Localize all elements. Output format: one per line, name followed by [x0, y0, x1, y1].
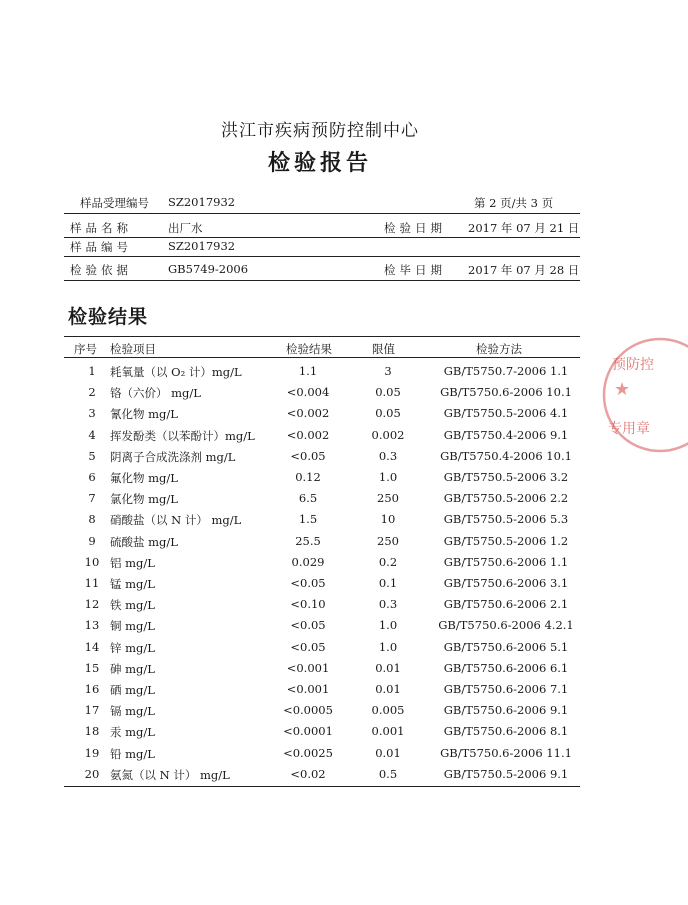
- row-limit: 0.3: [378, 448, 398, 463]
- finish-date-label: 检毕日期: [384, 263, 446, 277]
- table-rule-bottom: [64, 786, 580, 787]
- table-row: [64, 743, 580, 764]
- header-rule-top: [64, 213, 580, 214]
- finish-date-value: 2017 年 07 月 28 日: [468, 263, 580, 277]
- row-number: 7: [88, 491, 96, 506]
- sample-name-value: 出厂水: [168, 221, 203, 235]
- table-row: [64, 509, 580, 530]
- row-limit: 0.01: [375, 745, 401, 760]
- row-limit: 250: [377, 491, 399, 506]
- row-item: 锌 mg/L: [110, 640, 155, 655]
- row-limit: 250: [377, 533, 399, 548]
- row-item: 铬（六价） mg/L: [110, 386, 201, 401]
- row-number: 11: [84, 576, 100, 590]
- row-result: <0.0025: [283, 745, 333, 760]
- row-result: 0.029: [291, 554, 325, 569]
- results-section-title: 检验结果: [68, 306, 149, 328]
- row-result: 1.5: [298, 512, 318, 527]
- row-result: <0.10: [290, 597, 326, 612]
- table-row: [64, 467, 580, 488]
- col-header-method: 检验方法: [476, 342, 522, 356]
- row-result: <0.02: [290, 766, 326, 781]
- row-item: 氨氮（以 N 计） mg/L: [110, 767, 230, 782]
- row-method: GB/T5750.6-2006 8.1: [443, 724, 569, 739]
- official-seal: [598, 335, 688, 455]
- row-limit: 0.3: [378, 597, 398, 612]
- row-limit: 1.0: [378, 470, 398, 484]
- row-limit: 0.05: [375, 406, 401, 421]
- report-title: 检验报告: [267, 150, 372, 176]
- table-row: [64, 615, 580, 636]
- row-limit: 1.0: [378, 618, 398, 633]
- row-number: 5: [88, 448, 96, 463]
- row-number: 8: [88, 512, 96, 527]
- row-item: 铅 mg/L: [110, 746, 155, 761]
- table-row: [64, 425, 580, 446]
- row-method: GB/T5750.6-2006 4.2.1: [438, 618, 574, 633]
- row-number: 13: [84, 618, 100, 633]
- row-number: 19: [84, 745, 100, 760]
- row-number: 16: [84, 682, 100, 696]
- svg-text:专用章: 专用章: [608, 421, 650, 437]
- row-method: GB/T5750.6-2006 11.1: [440, 745, 572, 760]
- table-row: [64, 637, 580, 658]
- row-method: GB/T5750.7-2006 1.1: [443, 364, 569, 378]
- row-result: 25.5: [295, 533, 321, 548]
- test-date-label: 检验日期: [384, 221, 446, 235]
- basis-label: 检验依据: [70, 263, 132, 277]
- row-limit: 0.05: [375, 385, 401, 400]
- row-result: <0.05: [290, 448, 326, 463]
- row-result: 6.5: [298, 491, 318, 506]
- row-result: <0.0001: [283, 724, 333, 739]
- svg-text:★: ★: [614, 379, 631, 400]
- row-number: 3: [88, 406, 96, 421]
- row-limit: 0.002: [371, 427, 405, 442]
- row-item: 氰化物 mg/L: [110, 407, 178, 422]
- row-item: 镉 mg/L: [110, 704, 155, 719]
- receipt-no-value: SZ2017932: [168, 195, 236, 209]
- table-row: [64, 679, 580, 700]
- row-item: 阴离子合成洗涤剂 mg/L: [110, 449, 236, 464]
- col-header-item: 检验项目: [110, 342, 156, 356]
- row-number: 18: [84, 724, 100, 739]
- table-row: [64, 552, 580, 573]
- row-method: GB/T5750.6-2006 7.1: [443, 682, 569, 696]
- row-item: 铁 mg/L: [110, 598, 155, 613]
- row-limit: 0.01: [375, 660, 401, 675]
- row-limit: 0.01: [375, 682, 401, 696]
- table-row: [64, 721, 580, 742]
- table-row: [64, 764, 580, 785]
- row-method: GB/T5750.6-2006 6.1: [443, 660, 569, 675]
- row-item: 氟化物 mg/L: [110, 471, 178, 485]
- table-row: [64, 700, 580, 721]
- row-limit: 3: [384, 364, 392, 378]
- row-method: GB/T5750.6-2006 2.1: [443, 597, 569, 612]
- row-method: GB/T5750.4-2006 9.1: [443, 427, 569, 442]
- row-result: <0.004: [286, 385, 330, 400]
- row-item: 砷 mg/L: [110, 661, 155, 676]
- row-item: 汞 mg/L: [110, 725, 155, 740]
- table-row: [64, 382, 580, 403]
- row-result: <0.001: [286, 682, 330, 696]
- row-method: GB/T5750.6-2006 1.1: [443, 554, 569, 569]
- row-limit: 0.5: [378, 766, 398, 781]
- sample-no-value: SZ2017932: [168, 239, 236, 253]
- basis-value: GB5749-2006: [168, 262, 249, 276]
- header-rule-1: [64, 237, 580, 238]
- org-title: 洪江市疾病预防控制中心: [221, 121, 419, 141]
- table-row: [64, 658, 580, 679]
- row-item: 铝 mg/L: [110, 555, 155, 570]
- receipt-no-label: 样品受理编号: [80, 196, 149, 210]
- row-method: GB/T5750.5-2006 5.3: [443, 512, 569, 527]
- row-number: 9: [88, 533, 96, 548]
- row-limit: 0.005: [371, 703, 405, 718]
- col-header-limit: 限值: [372, 342, 395, 356]
- test-date-value: 2017 年 07 月 21 日: [468, 221, 580, 235]
- row-result: <0.05: [290, 639, 326, 654]
- col-header-no: 序号: [74, 342, 97, 356]
- row-result: <0.001: [286, 660, 330, 675]
- row-method: GB/T5750.6-2006 10.1: [440, 385, 572, 400]
- row-limit: 0.1: [378, 576, 398, 590]
- row-limit: 10: [380, 512, 396, 527]
- row-item: 锰 mg/L: [110, 577, 155, 591]
- header-row-sample-name: [64, 220, 580, 238]
- row-method: GB/T5750.6-2006 3.1: [443, 576, 569, 590]
- header-row-basis: [64, 262, 580, 280]
- row-number: 20: [84, 766, 100, 781]
- row-number: 14: [84, 639, 100, 654]
- row-method: GB/T5750.5-2006 3.2: [443, 470, 569, 484]
- row-item: 硫酸盐 mg/L: [110, 534, 178, 549]
- row-number: 15: [84, 660, 100, 675]
- row-method: GB/T5750.4-2006 10.1: [440, 448, 572, 463]
- table-rule-top: [64, 336, 580, 337]
- row-limit: 0.2: [378, 554, 398, 569]
- table-row: [64, 531, 580, 552]
- row-number: 6: [88, 470, 96, 484]
- row-item: 耗氧量（以 O₂ 计）mg/L: [110, 365, 242, 379]
- table-row: [64, 488, 580, 509]
- row-method: GB/T5750.5-2006 2.2: [443, 491, 569, 506]
- row-result: 0.12: [295, 470, 321, 484]
- col-header-result: 检验结果: [286, 342, 332, 356]
- header-rule-2: [64, 256, 580, 257]
- row-limit: 1.0: [378, 639, 398, 654]
- header-row-receipt: [64, 195, 580, 213]
- header-rule-bottom: [64, 280, 580, 281]
- table-row: [64, 446, 580, 467]
- sample-name-label: 样品名称: [70, 221, 132, 235]
- page-info: 第 2 页/共 3 页: [474, 196, 554, 210]
- svg-text:预防控: 预防控: [612, 357, 654, 373]
- row-number: 10: [84, 554, 100, 569]
- row-method: GB/T5750.5-2006 9.1: [443, 766, 569, 781]
- row-result: <0.002: [286, 427, 330, 442]
- table-rule-head: [64, 357, 580, 358]
- row-method: GB/T5750.5-2006 4.1: [443, 406, 569, 421]
- row-number: 17: [84, 703, 100, 718]
- row-result: <0.05: [290, 618, 326, 633]
- row-item: 硝酸盐（以 N 计） mg/L: [110, 513, 242, 528]
- row-number: 2: [88, 385, 96, 400]
- row-number: 4: [88, 427, 96, 442]
- row-number: 12: [84, 597, 100, 612]
- row-result: <0.002: [286, 406, 330, 421]
- row-item: 硒 mg/L: [110, 683, 155, 697]
- row-item: 铜 mg/L: [110, 619, 155, 634]
- table-row: [64, 594, 580, 615]
- header-row-sample-no: [64, 239, 580, 257]
- table-row: [64, 573, 580, 594]
- row-method: GB/T5750.6-2006 9.1: [443, 703, 569, 718]
- row-result: 1.1: [298, 364, 318, 378]
- sample-no-label: 样品编号: [70, 240, 132, 254]
- row-result: <0.05: [290, 576, 326, 590]
- row-method: GB/T5750.6-2006 5.1: [443, 639, 569, 654]
- row-method: GB/T5750.5-2006 1.2: [443, 533, 569, 548]
- row-item: 挥发酚类（以苯酚计）mg/L: [110, 428, 255, 443]
- row-number: 1: [88, 364, 96, 378]
- table-row: [64, 361, 580, 382]
- row-limit: 0.001: [371, 724, 405, 739]
- row-item: 氯化物 mg/L: [110, 492, 178, 507]
- table-row: [64, 403, 580, 424]
- row-result: <0.0005: [283, 703, 333, 718]
